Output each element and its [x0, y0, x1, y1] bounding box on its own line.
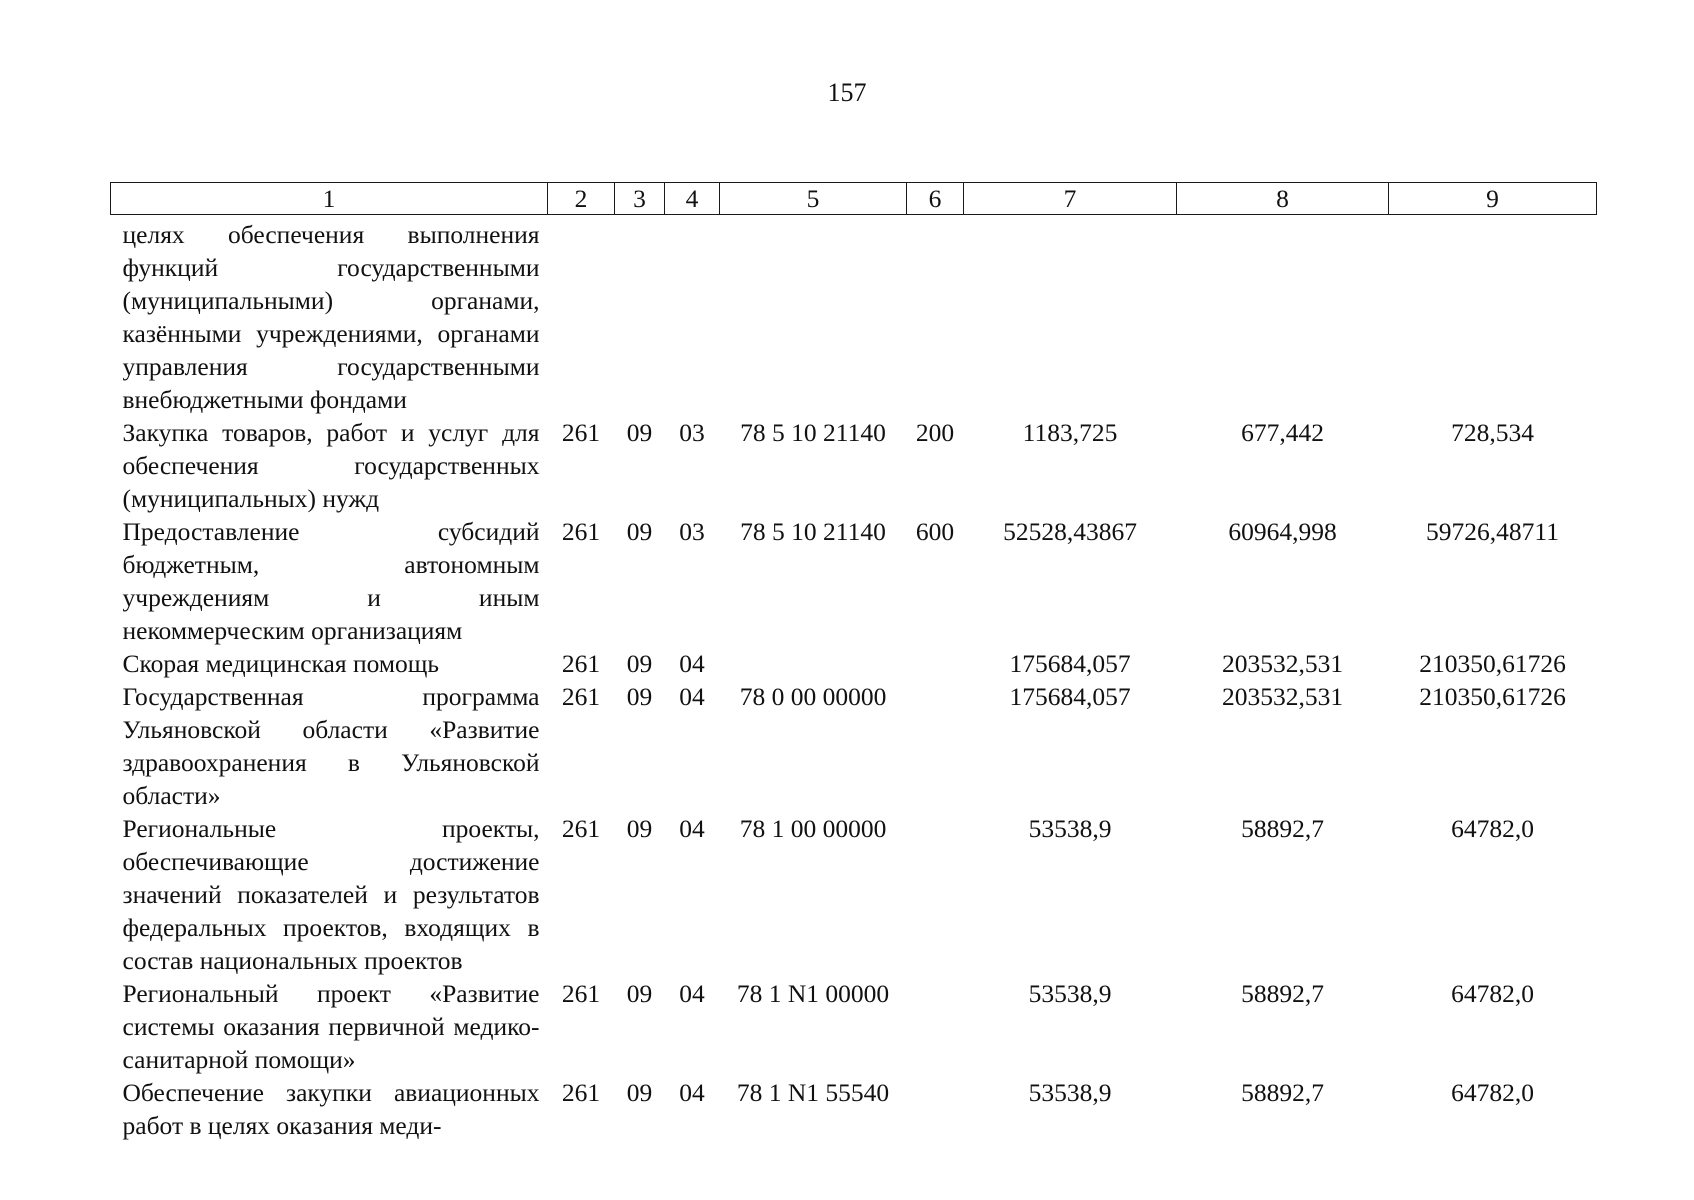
cell-admin-code: 261 — [561, 418, 601, 447]
cell-expense-type: 600 — [915, 517, 955, 546]
cell-amount-col9: 59726,48711 — [1426, 517, 1559, 546]
table-row — [111, 680, 1597, 812]
cell-amount-col7: 53538,9 — [1028, 814, 1112, 843]
cell-expense-type: 200 — [915, 418, 955, 447]
cell-amount-col9: 210350,61726 — [1419, 682, 1566, 711]
cell-amount-col9: 210350,61726 — [1419, 649, 1566, 678]
column-header: 1 — [111, 183, 548, 215]
cell-amount-col9: 64782,0 — [1451, 1078, 1534, 1107]
cell-section: 09 — [626, 517, 653, 546]
page-number: 157 — [827, 78, 867, 107]
cell-amount-col8: 60964,998 — [1228, 517, 1337, 546]
cell-subsection: 04 — [679, 682, 705, 711]
cell-amount-col8: 58892,7 — [1241, 979, 1324, 1008]
cell-amount-col7: 175684,057 — [1009, 682, 1131, 711]
column-header: 5 — [720, 183, 907, 215]
cell-subsection: 04 — [679, 649, 705, 678]
cell-target-article: 78 0 00 00000 — [739, 682, 887, 711]
cell-admin-code — [548, 215, 615, 417]
cell-subsection: 03 — [679, 517, 705, 546]
budget-table — [110, 182, 1597, 1142]
cell-amount-col8: 203532,531 — [1221, 682, 1344, 711]
table-row — [111, 647, 1597, 680]
cell-admin-code: 261 — [561, 517, 601, 546]
cell-amount-col8: 58892,7 — [1241, 1078, 1324, 1107]
cell-subsection: 04 — [679, 979, 705, 1008]
cell-subsection: 04 — [679, 814, 705, 843]
cell-amount-col7: 175684,057 — [1009, 649, 1131, 678]
column-header: 7 — [964, 183, 1177, 215]
row-name: Региональный проект «Развитие системы оказания первичной медико-санитарной помощи» — [122, 979, 540, 1074]
cell-target-article: 78 1 00 00000 — [739, 814, 887, 843]
cell-section: 09 — [626, 979, 653, 1008]
cell-amount-col7: 53538,9 — [1028, 1078, 1112, 1107]
cell-subsection: 03 — [679, 418, 705, 447]
cell-amount-col8: 58892,7 — [1241, 814, 1324, 843]
cell-admin-code: 261 — [561, 1078, 601, 1107]
cell-amount-col7: 1183,725 — [1022, 418, 1118, 447]
cell-target-article: 78 5 10 21140 — [740, 517, 886, 546]
column-header: 4 — [665, 183, 720, 215]
row-name: Обеспечение закупки авиационных работ в целях оказания меди- — [122, 1078, 540, 1140]
cell-section — [615, 215, 665, 417]
table-row — [111, 1076, 1597, 1142]
cell-target-article — [720, 215, 907, 417]
cell-amount-col9 — [1389, 215, 1597, 417]
cell-amount-col7: 52528,43867 — [1003, 517, 1137, 546]
row-name: Государственная программа Ульяновской области «Развитие здравоохранения в Ульяновской области» — [122, 682, 540, 810]
table-header-row — [111, 183, 1597, 215]
column-header: 3 — [615, 183, 665, 215]
cell-target-article: 78 1 N1 00000 — [736, 979, 890, 1008]
cell-amount-col7: 53538,9 — [1028, 979, 1112, 1008]
cell-expense-type — [907, 215, 964, 417]
column-header: 9 — [1389, 183, 1597, 215]
cell-section: 09 — [626, 814, 653, 843]
row-name: Скорая медицинская помощь — [122, 649, 440, 678]
cell-admin-code: 261 — [561, 682, 601, 711]
cell-target-article: 78 1 N1 55540 — [736, 1078, 890, 1107]
cell-amount-col9: 64782,0 — [1451, 814, 1534, 843]
cell-admin-code: 261 — [561, 649, 601, 678]
table-row — [111, 416, 1597, 515]
column-header: 2 — [548, 183, 615, 215]
table-row — [111, 515, 1597, 647]
column-header: 6 — [907, 183, 964, 215]
row-name: Предоставление субсидий бюджетным, автономным учреждениям и иным некоммерческим организациям — [122, 517, 540, 645]
cell-section: 09 — [626, 682, 653, 711]
cell-section: 09 — [626, 418, 653, 447]
cell-amount-col9: 728,534 — [1451, 418, 1534, 447]
cell-subsection — [665, 215, 720, 417]
cell-target-article — [720, 647, 907, 680]
cell-admin-code: 261 — [561, 979, 601, 1008]
cell-expense-type — [907, 680, 964, 812]
cell-section: 09 — [626, 649, 653, 678]
column-header: 8 — [1177, 183, 1389, 215]
cell-amount-col7 — [964, 215, 1177, 417]
table-row — [111, 215, 1597, 417]
cell-expense-type — [907, 977, 964, 1076]
cell-expense-type — [907, 1076, 964, 1142]
row-name: Региональные проекты, обеспечивающие достижение значений показателей и результатов федеральных проектов, входящих в состав национальных проектов — [122, 814, 540, 975]
cell-amount-col8: 203532,531 — [1221, 649, 1344, 678]
row-name: целях обеспечения выполнения функций государственными (муниципальными) органами, казёнными учреждениями, органами управления государственными внебюджетными фондами — [122, 220, 540, 414]
table-row — [111, 812, 1597, 977]
table-row — [111, 977, 1597, 1076]
cell-target-article: 78 5 10 21140 — [740, 418, 886, 447]
cell-expense-type — [907, 812, 964, 977]
cell-expense-type — [907, 647, 964, 680]
cell-amount-col8: 677,442 — [1241, 418, 1324, 447]
cell-subsection: 04 — [679, 1078, 705, 1107]
cell-admin-code: 261 — [561, 814, 601, 843]
cell-amount-col8 — [1177, 215, 1389, 417]
cell-section: 09 — [626, 1078, 653, 1107]
row-name: Закупка товаров, работ и услуг для обеспечения государственных (муниципальных) нужд — [122, 418, 540, 513]
cell-amount-col9: 64782,0 — [1451, 979, 1534, 1008]
